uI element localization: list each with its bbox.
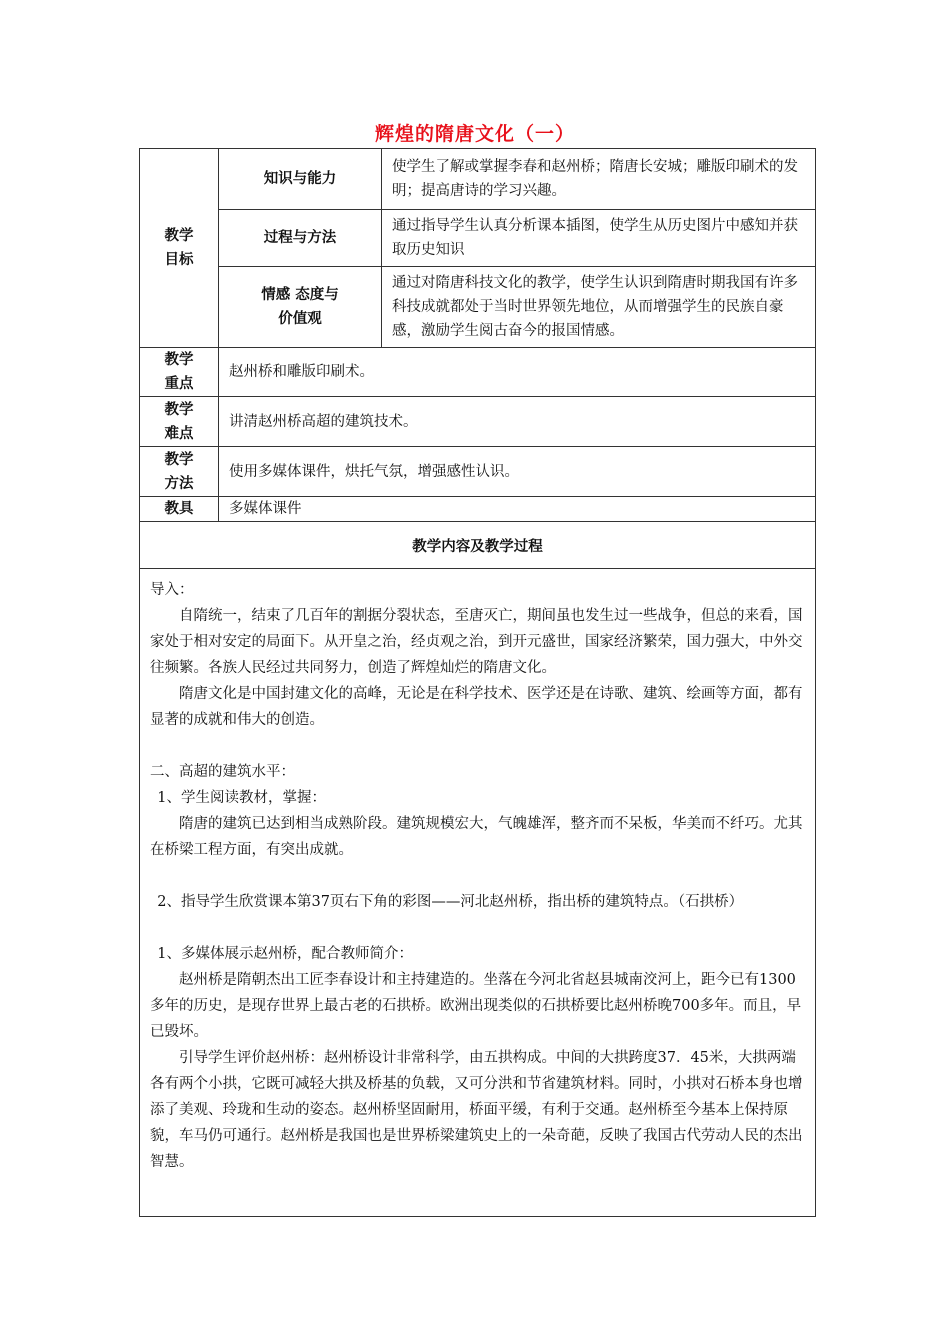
process-header: 教学内容及教学过程 [140,522,816,569]
lesson-content [140,569,816,1217]
tools-text: 多媒体课件 [219,497,816,522]
method-text: 使用多媒体课件，烘托气氛，增强感性认识。 [219,447,816,497]
intro-paragraph-1: 自隋统一，结束了几百年的割据分裂状态，至唐灭亡，期间虽也发生过一些战争，但总的来看，国家处于相对安定的局面下。从开皇之治，经贞观之治，到开元盛世，国家经济繁荣，国力强大，中外交往频繁。各族人民经过共同努力，创造了辉煌灿烂的隋唐文化。 [150,608,803,676]
intro-label: 导入： [150,582,194,598]
objectives-label: 教学 目标 [140,149,219,348]
section-2-title: 二、高超的建筑水平： [150,764,295,780]
section-2-item-1: 1、学生阅读教材，掌握： [157,790,326,806]
emotion-values-text: 通过对隋唐科技文化的教学，使学生认识到隋唐时期我国有许多科技成就都处于当时世界领先地位，从而增强学生的民族自豪感，激励学生阅古奋今的报国情感。 [382,267,816,348]
method-row [140,447,816,497]
process-method-label: 过程与方法 [219,210,382,267]
process-method-text: 通过指导学生认真分析课本插图，使学生从历史图片中感知并获取历史知识 [382,210,816,267]
difficulty-row [140,397,816,447]
emotion-values-label: 情感 态度与 价值观 [219,267,382,348]
section-2-item-1-text: 隋唐的建筑已达到相当成熟阶段。建筑规模宏大，气魄雄浑，整齐而不呆板，华美而不纤巧。尤其在桥梁工程方面，有突出成就。 [150,816,803,858]
key-point-text: 赵州桥和雕版印刷术。 [219,348,816,397]
document-title: 辉煌的隋唐文化（一） [374,123,575,145]
difficulty-label: 教学 难点 [140,397,219,447]
section-2-item-3: 1、多媒体展示赵州桥，配合教师简介： [157,946,413,962]
knowledge-ability-text: 使学生了解或掌握李春和赵州桥；隋唐长安城；雕版印刷术的发明；提高唐诗的学习兴趣。 [382,149,816,210]
objective-row-process [140,210,816,267]
knowledge-ability-label: 知识与能力 [219,149,382,210]
key-point-label: 教学 重点 [140,348,219,397]
intro-paragraph-2: 隋唐文化是中国封建文化的高峰，无论是在科学技术、医学还是在诗歌、建筑、绘画等方面，都有显著的成就和伟大的创造。 [150,686,803,728]
section-2-item-4-text: 引导学生评价赵州桥：赵州桥设计非常科学，由五拱构成。中间的大拱跨度37．45米，大拱两端各有两个小拱，它既可减轻大拱及桥基的负载，又可分洪和节省建筑材料。同时，小拱对石桥本身也增添了美观、玲珑和生动的姿态。赵州桥坚固耐用，桥面平缓，有利于交通。赵州桥至今基本上保持原貌，车马仍可通行。赵州桥是我国也是世界桥梁建筑史上的一朵奇葩，反映了我国古代劳动人民的杰出智慧。 [150,1050,803,1170]
key-point-row [140,348,816,397]
difficulty-text: 讲清赵州桥高超的建筑技术。 [219,397,816,447]
content-row [140,569,816,1217]
tools-label: 教具 [140,497,219,522]
objective-row-knowledge [140,149,816,210]
objective-row-emotion [140,267,816,348]
method-label: 教学 方法 [140,447,219,497]
tools-row [140,497,816,522]
section-2-item-3-text: 赵州桥是隋朝杰出工匠李春设计和主持建造的。坐落在今河北省赵县城南洨河上，距今已有1300多年的历史，是现存世界上最古老的石拱桥。欧洲出现类似的石拱桥要比赵州桥晚700多年。而且，早已毁坏。 [150,972,802,1040]
lesson-plan-table [139,148,816,1217]
section-2-item-2: 2、指导学生欣赏课本第37页右下角的彩图——河北赵州桥，指出桥的建筑特点。（石拱桥） [157,894,744,910]
process-header-row [140,522,816,569]
